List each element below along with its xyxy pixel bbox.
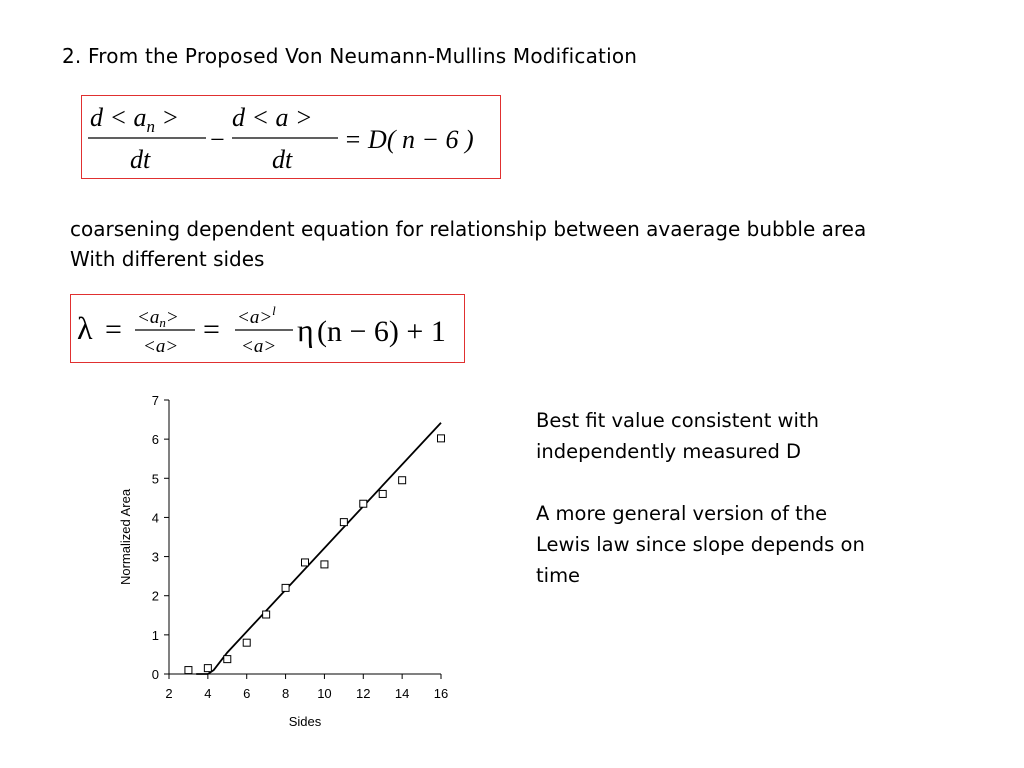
data-point — [243, 639, 250, 646]
y-axis-label: Normalized Area — [118, 488, 133, 586]
equation-1 — [82, 96, 500, 178]
y-tick-label: 4 — [151, 510, 159, 526]
y-tick-label: 0 — [151, 667, 159, 682]
eq2-frac2-numerator: <a>$^l$ — [237, 303, 276, 328]
y-tick-label: 5 — [151, 471, 159, 487]
eq1-rhs: = D( n − 6 ) — [344, 125, 474, 154]
eq2-equals-1: = — [105, 313, 122, 346]
y-tick-label: 1 — [151, 627, 159, 643]
x-tick-label: 8 — [281, 686, 290, 701]
equation-box-lewis-law — [70, 294, 465, 363]
note1-line-1: Best fit value consistent with — [536, 409, 819, 432]
description — [70, 214, 866, 274]
note-general-lewis-law — [536, 498, 956, 591]
eq1-frac2-numerator: d < a > — [232, 103, 313, 132]
y-tick-label: 6 — [151, 432, 159, 448]
eq1-frac1-numerator: $d < a_n$ > — [90, 103, 180, 136]
equation-2 — [71, 295, 464, 362]
y-tick-label: 2 — [151, 588, 159, 604]
data-point — [379, 490, 386, 497]
data-point — [185, 667, 192, 674]
x-tick-label: 6 — [243, 686, 251, 701]
y-tick-label: 3 — [151, 549, 159, 565]
chart-points — [185, 435, 445, 674]
data-point — [204, 665, 211, 672]
data-point — [302, 559, 309, 566]
x-tick-label: 12 — [356, 686, 371, 701]
normalized-area-vs-sides-chart — [108, 385, 478, 745]
chart-fit-line-group — [196, 423, 441, 674]
x-tick-label: 4 — [204, 686, 212, 701]
data-point — [438, 435, 445, 442]
eq2-frac1-denominator: <a> — [143, 336, 179, 357]
eq2-eta: η — [297, 312, 314, 348]
chart-axes — [152, 393, 448, 701]
description-line-1: coarsening dependent equation for relationship between avaerage bubble area — [70, 217, 867, 241]
eq1-frac2-denominator: dt — [272, 145, 293, 174]
best-fit-line — [196, 423, 441, 674]
x-tick-label: 10 — [317, 686, 332, 701]
x-tick-label: 14 — [394, 686, 410, 701]
note1-line-2: independently measured D — [536, 440, 802, 463]
eq1-minus: − — [210, 125, 225, 154]
equation-box-modified-von-neumann-mullins — [81, 95, 501, 179]
data-point — [263, 611, 270, 618]
x-axis-label: Sides — [288, 714, 322, 729]
eq1-frac1-denominator: dt — [130, 145, 151, 174]
eq2-rhs: (n − 6) + 1 — [317, 315, 446, 348]
data-point — [340, 519, 347, 526]
note2-line-3: time — [536, 564, 581, 587]
note2-line-1: A more general version of the — [536, 502, 828, 525]
eq2-lambda: λ — [77, 310, 93, 346]
eq2-frac1-numerator: $<a_n>$ — [137, 307, 179, 330]
eq2-equals-2: = — [203, 313, 220, 346]
data-point — [399, 477, 406, 484]
data-point — [224, 656, 231, 663]
description-line-2: With different sides — [70, 247, 265, 271]
note2-line-2: Lewis law since slope depends on — [536, 533, 865, 556]
data-point — [360, 500, 367, 507]
x-tick-label: 2 — [165, 686, 173, 701]
data-point — [282, 584, 289, 591]
note-best-fit — [536, 405, 956, 467]
eq2-frac2-denominator: <a> — [241, 336, 277, 357]
y-tick-label: 7 — [151, 393, 159, 408]
slide-heading: 2. From the Proposed Von Neumann-Mullins Modification — [62, 44, 638, 68]
data-point — [321, 561, 328, 568]
x-tick-label: 16 — [433, 686, 449, 701]
